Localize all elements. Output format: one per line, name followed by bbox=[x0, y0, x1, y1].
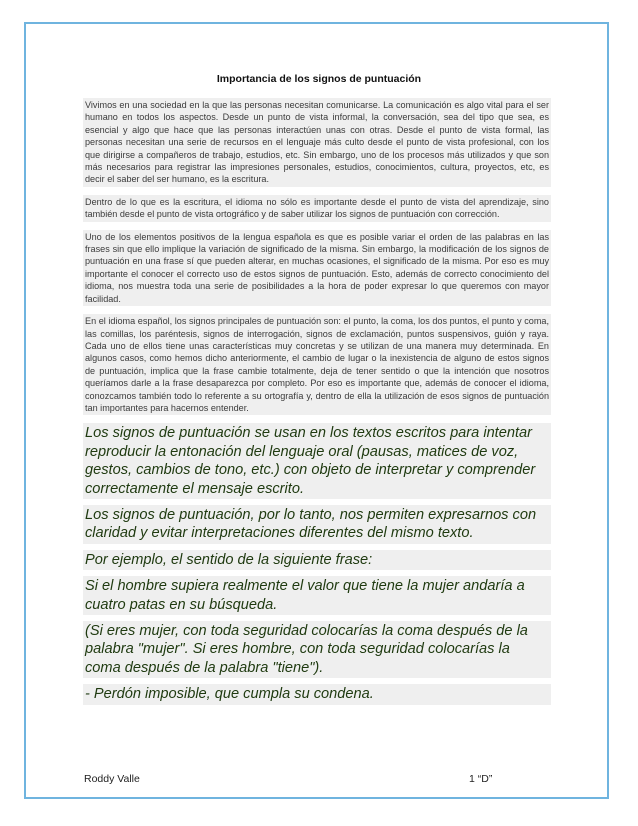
highlight-paragraph: Por ejemplo, el sentido de la siguiente frase: bbox=[83, 550, 551, 570]
footer-author: Roddy Valle bbox=[84, 773, 140, 785]
body-paragraph: Vivimos en una sociedad en la que las personas necesitan comunicarse. La comunicación es algo vital para el ser humano en todos los aspectos. Desde un punto de vista informal, la conversación, sea del tipo que sea, es esencial y algo que hace que las personas interactúen unas con otras. Desde el punto de vista formal, las personas necesitan una serie de recursos en el lenguaje más culto desde el punto de vista profesional, con los que dirigirse a compañeros de trabajo, estudios, etc. Sin embargo, uno de los procesos más utilizados y que son más necesarios para registrar las impresiones personales, estudios, conocimientos, cultura, proyectos, etc, es decir el saber del ser humano, es la escritura. bbox=[83, 98, 551, 187]
body-paragraph: En el idioma español, los signos principales de puntuación son: el punto, la coma, los dos puntos, el punto y coma, las comillas, los paréntesis, signos de interrogación, signos de exclamación, puntos suspensivos, guión y raya. Cada uno de ellos tiene unas características muy concretas y se utilizan de una manera muy determinada. En algunos casos, como hemos dicho anteriormente, el cambio de lugar o la inexistencia de alguno de estos signos de puntuación, implica que la frase cambie totalmente, deja de tener sentido o que la intención que nosotros queríamos darle a la frase desaparezca por completo. Por eso es importante que, además de conocer el idioma, conozcamos también todo lo referente a su ortografía y, dentro de ella la utilización de esos signos de puntuación tan importantes para hacernos entender. bbox=[83, 314, 551, 415]
highlight-paragraph: Si el hombre supiera realmente el valor que tiene la mujer andaría a cuatro patas en su búsqueda. bbox=[83, 576, 551, 615]
body-paragraph: Uno de los elementos positivos de la lengua española es que es posible variar el orden de las palabras en las frases sin que ello implique la variación de significado de la misma. Sin embargo, la modificación de los signos de puntuación en una frase sí que pueden alterar, en muchas ocasiones, el significado de la misma. Por eso es muy importante el conocer el correcto uso de estos signos de puntuación. Esto, además de correcto conocimiento del idioma, nos muestra toda una serie de posibilidades a la hora de poder expresar lo que queremos con mayor facilidad. bbox=[83, 230, 551, 306]
document-title: Importancia de los signos de puntuación bbox=[216, 73, 422, 85]
highlight-paragraph: Los signos de puntuación, por lo tanto, nos permiten expresarnos con claridad y evitar interpretaciones diferentes del mismo texto. bbox=[83, 505, 551, 544]
body-paragraph: Dentro de lo que es la escritura, el idioma no sólo es importante desde el punto de vista del aprendizaje, sino también desde el punto de vista ortográfico y de saber utilizar los signos de puntuación con corrección. bbox=[83, 195, 551, 222]
highlight-paragraph: Los signos de puntuación se usan en los textos escritos para intentar reproducir la entonación del lenguaje oral (pausas, matices de voz, gestos, cambios de tono, etc.) con objeto de interpretar y comprender correctamente el mensaje escrito. bbox=[83, 423, 551, 499]
highlight-paragraph: (Si eres mujer, con toda seguridad colocarías la coma después de la palabra "mujer". Si eres hombre, con toda seguridad colocarías la coma después de la palabra "tiene"). bbox=[83, 621, 551, 678]
footer-group: 1 “D” bbox=[469, 773, 493, 785]
highlight-paragraph: - Perdón imposible, que cumpla su condena. bbox=[83, 684, 551, 704]
document-body bbox=[83, 98, 551, 711]
